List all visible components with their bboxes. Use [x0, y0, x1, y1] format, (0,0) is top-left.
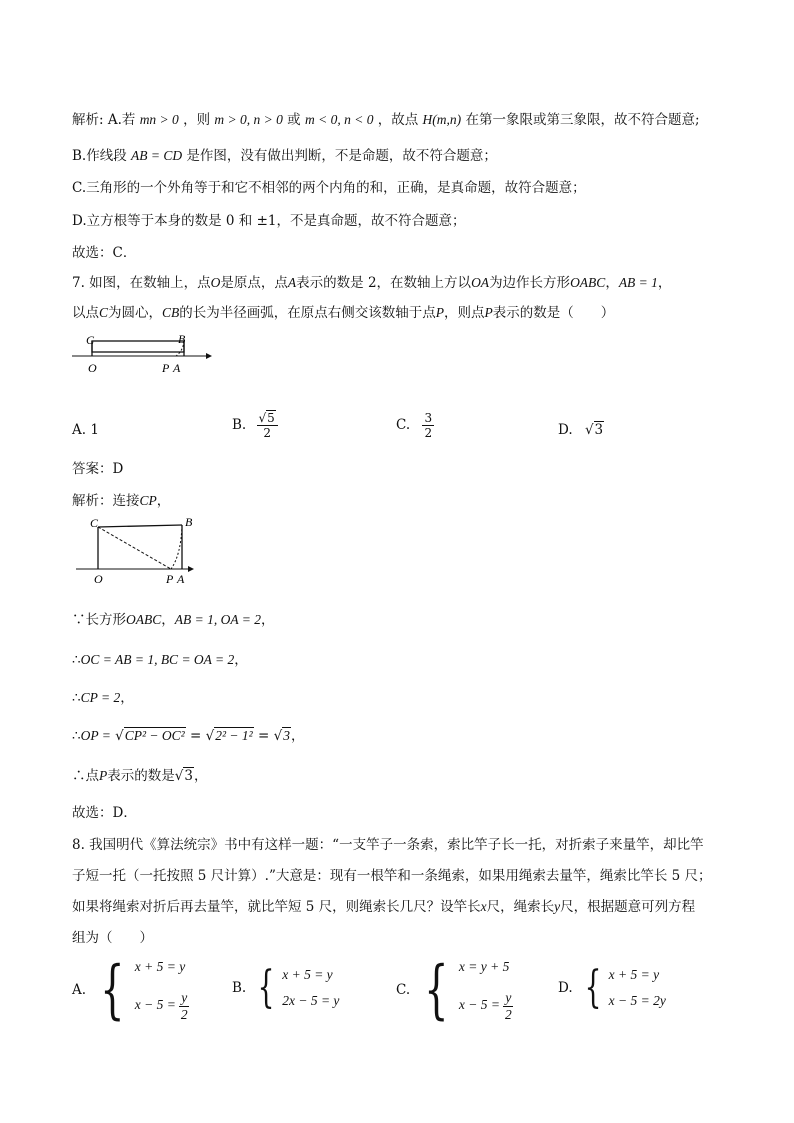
equation-2	[135, 991, 189, 1021]
q8-option-a[interactable]	[72, 953, 189, 1027]
equation-2: x − 5 = 2y	[608, 993, 666, 1008]
text: ∴	[72, 652, 81, 668]
q7-analysis-intro	[72, 489, 170, 509]
label-c: C	[86, 333, 95, 347]
equation-2: 2x − 5 = y	[282, 993, 340, 1008]
q7-option-a[interactable]	[72, 422, 99, 438]
math: AB = 1	[618, 275, 658, 290]
option-label: A.	[72, 982, 87, 998]
radicand: 2² − 1²	[215, 728, 253, 743]
text: ，	[260, 612, 275, 628]
q7-choice: 故选：D．	[72, 805, 137, 821]
text: ，则点	[444, 305, 485, 321]
text: 7. 如图，在数轴上，点	[72, 275, 211, 291]
radicand: 3	[184, 768, 193, 784]
text: ∴	[72, 728, 81, 744]
text: 为圆心，	[108, 305, 163, 321]
q7-step-5: ∴点P表示的数是√3，	[72, 768, 208, 784]
label-c: C	[90, 516, 99, 530]
q7-analysis-figure	[74, 515, 194, 587]
equation-1: x + 5 = y	[282, 967, 333, 982]
denominator: 2	[504, 1006, 512, 1022]
text: 是作图，没有做出判断，不是命题，故不符合题意；	[186, 148, 497, 164]
option-block	[558, 962, 666, 1013]
text: 的长为半径画弧，在原点右侧交该数轴于点	[179, 305, 436, 321]
text: ，	[290, 728, 305, 744]
analysis-choice: 故选：C．	[72, 245, 137, 261]
equation-system	[282, 967, 339, 1009]
numerator: y	[181, 990, 188, 1005]
option-label: D.	[558, 422, 573, 438]
q7-stem-line1	[72, 271, 671, 291]
option-label: C.	[396, 417, 411, 433]
math: C	[99, 305, 109, 320]
math: OA	[471, 275, 490, 290]
numerator: 3	[424, 411, 433, 425]
analysis-line-c: C.三角形的一个外角等于和它不相邻的两个内角的和，正确，是真命题，故符合题意；	[72, 180, 586, 196]
q7-step-4: ∴OP = √CP² − OC² = √2² − 1² = √3，	[72, 728, 305, 744]
label-p: P	[166, 572, 174, 586]
numerator: y	[505, 990, 512, 1005]
fraction	[503, 991, 513, 1021]
q8-stem-line3	[72, 895, 695, 915]
text: 尺，根据题意可列方程	[560, 899, 696, 915]
radicand: 5	[267, 411, 275, 425]
text: B.作线段	[72, 148, 127, 164]
label-p: P	[162, 361, 170, 375]
math: y	[554, 899, 561, 914]
equation-1: x + 5 = y	[608, 967, 660, 982]
analysis-line-d: D.立方根等于本身的数是 0 和 ±1，不是真命题，故不符合题意；	[72, 213, 466, 229]
brace-icon: {	[424, 953, 449, 1027]
math: m > 0, n > 0	[214, 112, 283, 127]
q7-option-c[interactable]	[396, 412, 434, 439]
denominator: 2	[424, 426, 433, 440]
text: 如果将绳索对折后再去量竿，就比竿短 5 尺，则绳索长几尺？设竿长	[72, 899, 481, 915]
text: 表示的数是	[107, 768, 175, 784]
math: CP = 2	[80, 690, 121, 705]
math: OC = AB = 1, BC = OA = 2	[80, 652, 235, 667]
text: =	[253, 728, 274, 744]
option-label: C.	[396, 982, 411, 998]
text: 为边作长方形	[489, 275, 571, 291]
math: O	[210, 275, 221, 290]
option-label: D.	[558, 980, 573, 996]
text: ，则	[183, 112, 211, 128]
text: ∵长方形	[72, 612, 126, 628]
equation-1: x + 5 = y	[134, 959, 186, 974]
text: 尺，绳索长	[486, 899, 555, 915]
q7-figure	[70, 330, 212, 398]
denominator: 2	[263, 426, 271, 440]
math: OABC	[126, 612, 162, 627]
text: 表示的数是（ ）	[492, 305, 615, 321]
math: OABC	[570, 275, 606, 290]
text: ，	[161, 612, 175, 628]
text: 表示的数是 2，在数轴上方以	[296, 275, 472, 291]
denominator: 2	[180, 1006, 188, 1022]
math: m < 0, n < 0	[304, 112, 374, 127]
text: 解析: A.若	[72, 112, 136, 128]
q8-stem-line2: 子短一托（一托按照 5 尺计算）.”大意是：现有一根竿和一条绳索，如果用绳索去量竿，绳索比竿长 5 尺；	[72, 868, 712, 884]
side-cb	[98, 525, 182, 527]
axis-arrow	[206, 353, 212, 359]
option-block	[396, 953, 513, 1027]
radicand: 3	[283, 728, 290, 743]
q7-step-3	[72, 686, 134, 706]
equation-system	[609, 967, 666, 1009]
label-a: A	[177, 572, 185, 586]
text: 解析：连接	[72, 493, 140, 509]
equation-left: x − 5 =	[134, 997, 176, 1013]
equation-1: x = y + 5	[458, 959, 510, 974]
fraction	[179, 991, 189, 1021]
q8-stem-line1: 8. 我国明代《算法统宗》书中有这样一题：“一支竿子一条索，索比竿子长一托，对折索子来量竿，却比竿	[72, 837, 704, 853]
equation-2	[459, 991, 513, 1021]
q7-option-b[interactable]	[232, 412, 278, 439]
brace-icon: {	[584, 962, 602, 1013]
q8-option-c[interactable]	[396, 953, 513, 1027]
math: CB	[162, 305, 180, 320]
rectangle-oabc	[92, 341, 184, 352]
brace-icon: {	[100, 953, 125, 1027]
option-block	[232, 962, 340, 1013]
text: ，	[657, 275, 672, 291]
text: ，	[605, 275, 619, 291]
brace-icon: {	[257, 962, 275, 1013]
math: mn > 0	[139, 112, 179, 127]
axis-arrow	[188, 566, 194, 572]
math: H(m,n)	[422, 112, 462, 127]
text: ，	[120, 690, 134, 706]
text: 是原点，点	[220, 275, 288, 291]
math: AB = CD	[131, 148, 183, 163]
option-label: A.	[72, 422, 87, 438]
radicand: CP² − OC²	[124, 728, 185, 743]
text: 或	[287, 112, 301, 128]
label-o: O	[88, 361, 97, 375]
math: A	[287, 275, 297, 290]
text: ∴	[72, 690, 81, 706]
segment-cp	[98, 527, 171, 569]
equation-system	[135, 959, 189, 1021]
text: 在第一象限或第三象限，故不符合题意;	[465, 112, 700, 128]
math: P	[484, 305, 493, 320]
q7-option-d[interactable]: D. √3	[558, 422, 604, 438]
math: OP =	[80, 728, 111, 743]
label-a: A	[173, 361, 181, 375]
text: ，故点	[377, 112, 419, 128]
label-o: O	[94, 572, 103, 586]
analysis-line-b	[72, 144, 497, 164]
label-b: B	[178, 332, 186, 346]
math: P	[435, 305, 445, 320]
text: 以点	[72, 305, 99, 321]
label-b: B	[185, 515, 193, 529]
option-value: 1	[90, 422, 99, 438]
equation-left: x − 5 =	[458, 997, 500, 1013]
text: ，	[193, 768, 208, 784]
text: ，	[234, 652, 248, 668]
text: ∴点	[72, 768, 99, 784]
option-label: B.	[232, 980, 247, 996]
math: CP	[139, 493, 157, 508]
q7-step-1	[72, 608, 274, 628]
fraction: $\frac{√5}{2}$	[257, 412, 278, 439]
analysis-line-a	[72, 108, 700, 128]
q8-option-d[interactable]	[558, 962, 666, 1013]
math: x	[480, 899, 487, 914]
math: P	[99, 768, 108, 783]
arc	[171, 525, 182, 569]
math: AB = 1, OA = 2	[174, 612, 261, 627]
option-label: B.	[232, 417, 247, 433]
q8-stem-line4: 组为（ ）	[72, 930, 153, 946]
q7-answer: 答案：D	[72, 461, 124, 477]
fraction	[422, 412, 434, 439]
radicand: 3	[594, 422, 604, 438]
q7-stem-line2	[72, 301, 614, 321]
option-block	[72, 953, 189, 1027]
equation-system	[459, 959, 513, 1021]
text: =	[185, 728, 206, 744]
q7-step-2	[72, 648, 248, 668]
text: ，	[156, 493, 171, 509]
q8-option-b[interactable]	[232, 962, 340, 1013]
